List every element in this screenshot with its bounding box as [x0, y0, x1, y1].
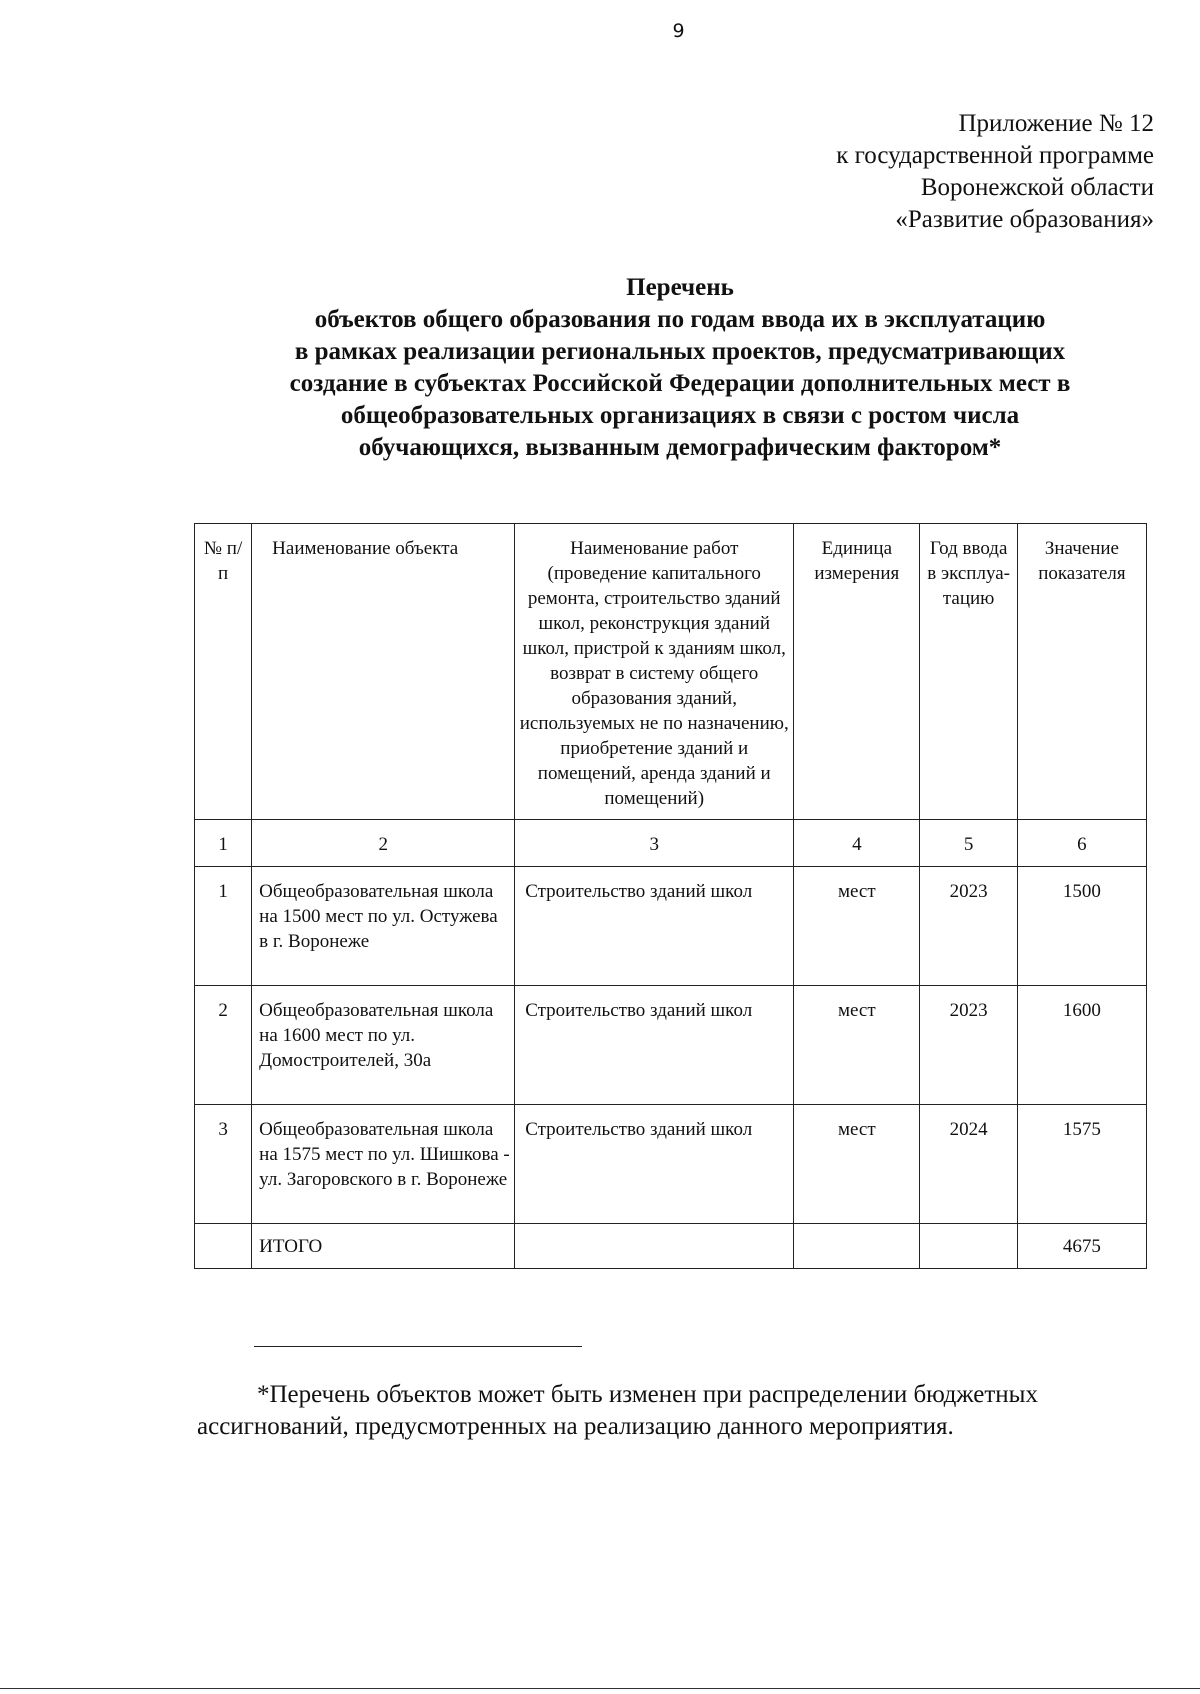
row-unit: мест: [794, 867, 920, 986]
appendix-line: к государственной программе: [836, 142, 1154, 169]
row-num: 2: [195, 986, 252, 1105]
row-work-name: Строительство зданий школ: [515, 867, 794, 986]
appendix-header: [836, 108, 1154, 236]
row-value: 1575: [1017, 1105, 1146, 1224]
table-row: [195, 867, 1147, 986]
document-title: [160, 272, 1200, 464]
row-num: 3: [195, 1105, 252, 1224]
title-line: обучающихся, вызванным демографическим фактором*: [358, 434, 1002, 461]
header-unit: Единица измерения: [794, 524, 920, 820]
row-year: 2023: [920, 986, 1017, 1105]
total-empty-cell: [794, 1224, 920, 1269]
objects-table: [194, 523, 1147, 1269]
row-work-name: Строительство зданий школ: [515, 1105, 794, 1224]
row-object-name: Общеобразовательная школа на 1500 мест по ул. Остужева в г. Воронеже: [252, 867, 515, 986]
column-index: 6: [1017, 820, 1146, 867]
appendix-line: «Развитие образования»: [895, 206, 1154, 233]
table-row: [195, 986, 1147, 1105]
row-value: 1600: [1017, 986, 1146, 1105]
row-unit: мест: [794, 986, 920, 1105]
title-line: объектов общего образования по годам ввода их в эксплуатацию: [314, 306, 1046, 333]
row-num: 1: [195, 867, 252, 986]
footnote: *Перечень объектов может быть изменен при распределении бюджетных ассигнований, предусмотренных на реализацию данного мероприятия.: [197, 1381, 1038, 1440]
row-object-name: Общеобразовательная школа на 1600 мест по ул. Домостроителей, 30а: [252, 986, 515, 1105]
column-index: 2: [252, 820, 515, 867]
row-work-name: Строительство зданий школ: [515, 986, 794, 1105]
header-object-name: Наименование объекта: [252, 524, 515, 820]
total-empty-cell: [515, 1224, 794, 1269]
column-index: 4: [794, 820, 920, 867]
total-num-cell: [195, 1224, 252, 1269]
appendix-line: Воронежской области: [920, 174, 1154, 201]
total-value: 4675: [1017, 1224, 1146, 1269]
row-year: 2024: [920, 1105, 1017, 1224]
header-year: Год ввода в эксплуа-тацию: [920, 524, 1017, 820]
appendix-line: Приложение № 12: [958, 110, 1154, 137]
column-index-row: [195, 820, 1147, 867]
column-index: 3: [515, 820, 794, 867]
column-index: 5: [920, 820, 1017, 867]
column-index: 1: [195, 820, 252, 867]
page-bottom-rule: [0, 1688, 1200, 1689]
table-row: [195, 1105, 1147, 1224]
header-value: Значение показателя: [1017, 524, 1146, 820]
total-label: ИТОГО: [252, 1224, 515, 1269]
page-number: 9: [672, 20, 685, 42]
title-line: Перечень: [626, 274, 734, 301]
row-year: 2023: [920, 867, 1017, 986]
footnote-divider: [254, 1346, 582, 1347]
total-row: [195, 1224, 1147, 1269]
row-unit: мест: [794, 1105, 920, 1224]
header-num: № п/п: [195, 524, 252, 820]
title-line: в рамках реализации региональных проектов, предусматривающих: [294, 338, 1066, 365]
row-value: 1500: [1017, 867, 1146, 986]
title-line: создание в субъектах Российской Федерации дополнительных мест в: [289, 370, 1071, 397]
table-header-row: [195, 524, 1147, 820]
title-line: общеобразовательных организациях в связи с ростом числа: [340, 402, 1020, 429]
header-work-name: Наименование работ (проведение капитального ремонта, строительство зданий школ, реконструкция зданий школ, пристрой к зданиям школ, возврат в систему общего образования зданий, используемых не по назначению, приобретение зданий и помещений, аренда зданий и помещений): [515, 524, 794, 820]
row-object-name: Общеобразовательная школа на 1575 мест по ул. Шишкова - ул. Загоровского в г. Воронеже: [252, 1105, 515, 1224]
total-empty-cell: [920, 1224, 1017, 1269]
